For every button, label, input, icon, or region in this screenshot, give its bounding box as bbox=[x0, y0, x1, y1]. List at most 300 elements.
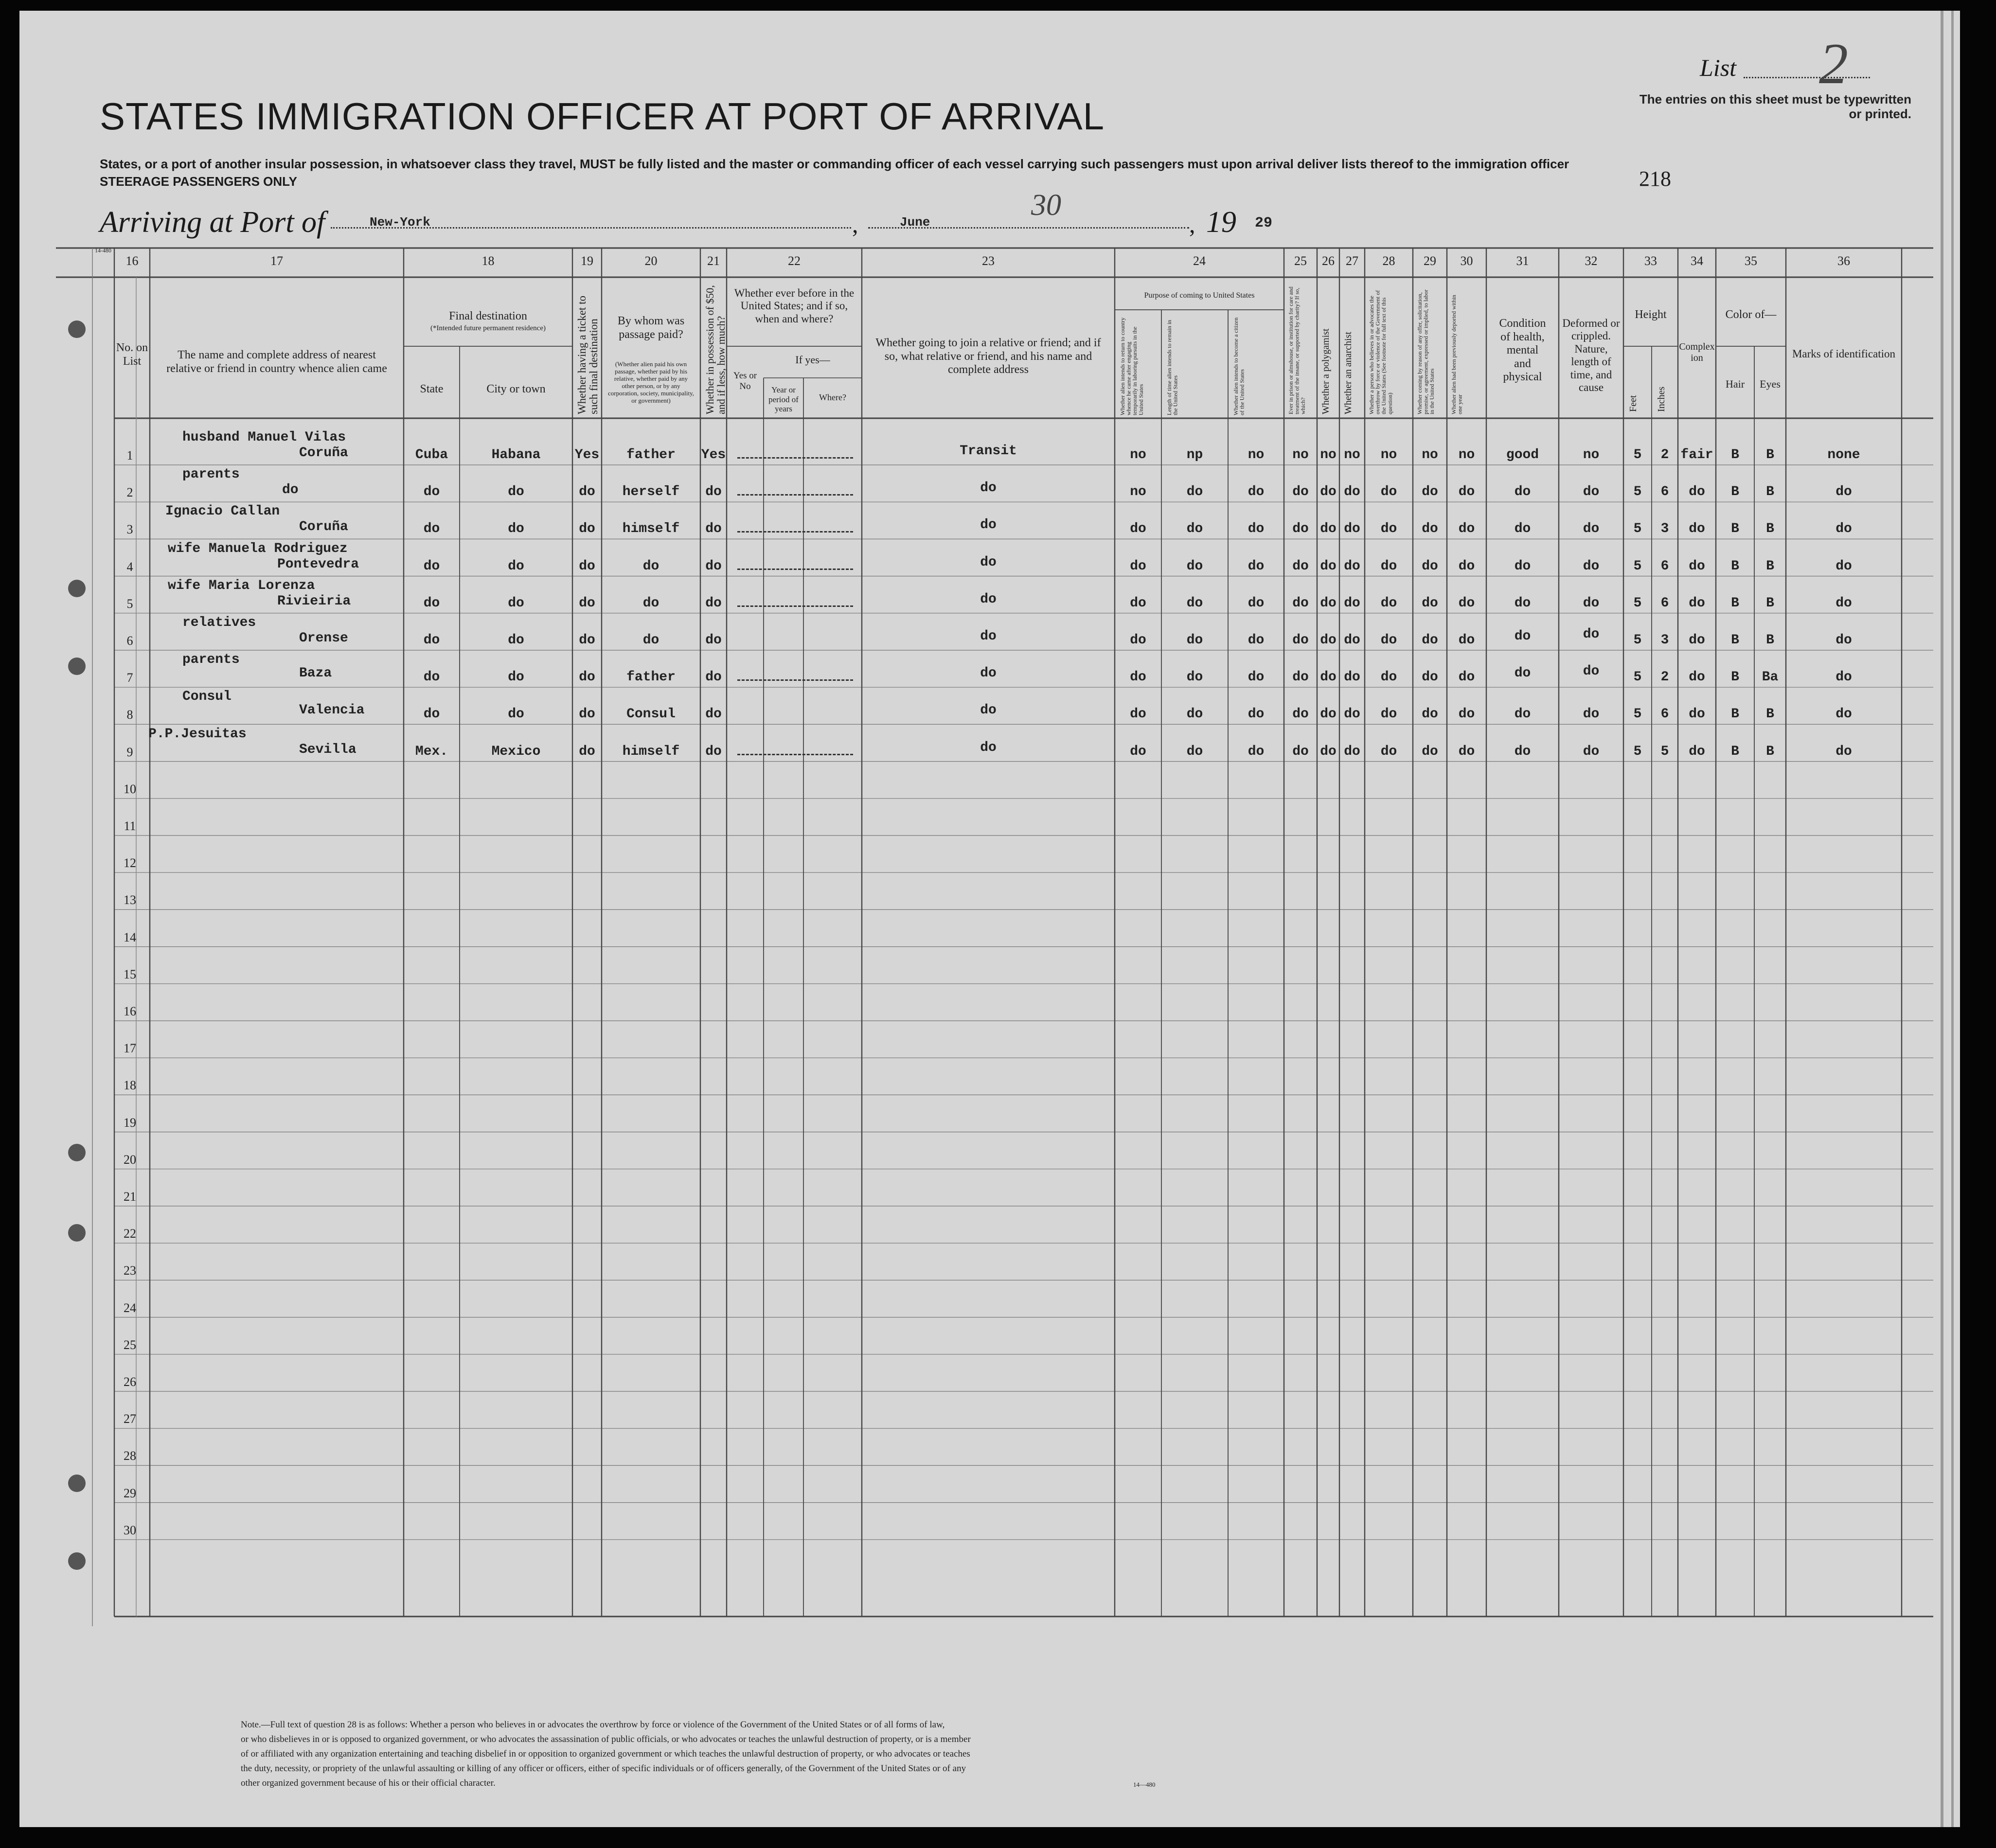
dash-line bbox=[737, 679, 853, 681]
destination-city: Habana bbox=[491, 447, 541, 462]
passage-paid-cell: do bbox=[642, 633, 659, 648]
day: 30 bbox=[1031, 189, 1061, 222]
header-final-destination-note: (*Intended future permanent residence) bbox=[430, 324, 546, 332]
header-purpose: Purpose of coming to United States bbox=[1144, 291, 1255, 300]
dash-line bbox=[737, 569, 853, 570]
complexion-cell: do bbox=[1689, 484, 1705, 500]
header-money: Whether in possession of $50, and if less, how much? bbox=[704, 285, 728, 414]
row-number: 4 bbox=[126, 559, 133, 574]
inches-cell: 2 bbox=[1660, 447, 1669, 462]
dash-line bbox=[737, 605, 853, 607]
prison-cell: do bbox=[1292, 707, 1309, 722]
row-number: 11 bbox=[124, 819, 136, 833]
eyes-cell: B bbox=[1766, 484, 1774, 500]
relative-name: relatives bbox=[182, 615, 256, 630]
labor-offer-cell: do bbox=[1422, 707, 1438, 722]
inches-cell: 6 bbox=[1660, 484, 1669, 500]
ticket-cell: do bbox=[579, 744, 595, 759]
column-number-32: 32 bbox=[1585, 254, 1598, 268]
hair-cell: B bbox=[1731, 447, 1739, 462]
purpose-length-cell: do bbox=[1186, 707, 1203, 722]
deformed-cell: do bbox=[1583, 627, 1600, 642]
destination-state: do bbox=[423, 670, 440, 685]
deported-cell: do bbox=[1458, 633, 1475, 648]
header-inches: Inches bbox=[1656, 386, 1667, 412]
header-no-on-list: No. on List bbox=[116, 341, 148, 368]
ticket-cell: do bbox=[579, 633, 595, 648]
purpose-length-cell: do bbox=[1186, 744, 1203, 759]
destination-state: do bbox=[423, 633, 440, 648]
ticket-cell: do bbox=[579, 670, 595, 685]
prison-cell: do bbox=[1292, 521, 1309, 537]
hair-cell: B bbox=[1731, 558, 1739, 574]
footnote-line: other organized government because of his or their official character. bbox=[241, 1778, 496, 1788]
relative-place: Orense bbox=[299, 631, 348, 646]
eyes-cell: Ba bbox=[1762, 670, 1779, 685]
relative-place: Coruña bbox=[299, 519, 348, 535]
polygamist-cell: no bbox=[1320, 447, 1337, 462]
header-height: Height bbox=[1635, 308, 1667, 321]
passage-paid-cell: himself bbox=[622, 744, 680, 759]
purpose-citizen-cell: do bbox=[1248, 670, 1265, 685]
joining-cell: Transit bbox=[960, 444, 1017, 459]
purpose-length-cell: do bbox=[1186, 595, 1203, 611]
row-number: 22 bbox=[124, 1226, 136, 1241]
footnote-code: 14—480 bbox=[1133, 1781, 1156, 1788]
footnote-line: Note.—Full text of question 28 is as follows: Whether a person who believes in or advocates the overthrow by force or violence of the Government of the United States or of all forms of law, bbox=[241, 1720, 945, 1730]
anarchist-cell: do bbox=[1344, 707, 1360, 722]
destination-city: do bbox=[508, 558, 524, 574]
inches-cell: 2 bbox=[1660, 670, 1669, 685]
column-number-36: 36 bbox=[1837, 254, 1850, 268]
footnote-line: or who disbelieves in or is opposed to organized government, or who advocates the assassination of public officials, or who advocates or teaches the unlawful destruction of property, or is a member bbox=[241, 1734, 971, 1744]
eyes-cell: B bbox=[1766, 447, 1774, 462]
purpose-return-cell: do bbox=[1130, 558, 1146, 574]
health-cell: do bbox=[1514, 707, 1531, 722]
deformed-cell: do bbox=[1583, 558, 1600, 574]
deformed-cell: do bbox=[1583, 707, 1600, 722]
column-number-22: 22 bbox=[788, 254, 801, 268]
column-number-27: 27 bbox=[1346, 254, 1358, 268]
destination-city: do bbox=[508, 595, 524, 611]
row-number: 3 bbox=[126, 522, 133, 537]
row-number: 12 bbox=[124, 856, 136, 871]
prison-cell: do bbox=[1292, 484, 1309, 500]
deported-cell: do bbox=[1458, 521, 1475, 537]
joining-cell: do bbox=[980, 703, 997, 718]
passage-paid-cell: do bbox=[642, 558, 659, 574]
eyes-cell: B bbox=[1766, 521, 1774, 537]
hair-cell: B bbox=[1731, 670, 1739, 685]
ticket-cell: do bbox=[579, 521, 595, 537]
row-number: 13 bbox=[124, 893, 136, 907]
hair-cell: B bbox=[1731, 484, 1739, 500]
deported-cell: do bbox=[1458, 670, 1475, 685]
health-cell: do bbox=[1514, 558, 1531, 574]
polygamist-cell: do bbox=[1320, 484, 1337, 500]
hair-cell: B bbox=[1731, 633, 1739, 648]
manifest-page bbox=[19, 11, 1960, 1827]
labor-offer-cell: do bbox=[1422, 484, 1438, 500]
complexion-cell: do bbox=[1689, 744, 1705, 759]
hair-cell: B bbox=[1731, 521, 1739, 537]
overthrow-cell: no bbox=[1380, 447, 1397, 462]
ticket-cell: do bbox=[579, 595, 595, 611]
header-city: City or town bbox=[486, 383, 546, 395]
deported-cell: do bbox=[1458, 595, 1475, 611]
polygamist-cell: do bbox=[1320, 670, 1337, 685]
deformed-cell: no bbox=[1583, 447, 1600, 462]
column-number-33: 33 bbox=[1644, 254, 1657, 268]
marks-cell: do bbox=[1836, 558, 1852, 574]
row-number: 6 bbox=[126, 634, 133, 648]
row-number: 20 bbox=[124, 1152, 136, 1167]
purpose-citizen-cell: do bbox=[1248, 707, 1265, 722]
anarchist-cell: do bbox=[1344, 744, 1360, 759]
purpose-length-cell: do bbox=[1186, 633, 1203, 648]
relative-name: parents bbox=[182, 652, 240, 668]
marks-cell: none bbox=[1827, 447, 1860, 462]
deported-cell: do bbox=[1458, 744, 1475, 759]
row-number: 23 bbox=[124, 1263, 136, 1278]
header-joining: Whether going to join a relative or friend; and if so, what relative or friend, and his name and complete address bbox=[875, 337, 1101, 376]
relative-name: Consul bbox=[182, 689, 232, 705]
typed-note: The entries on this sheet must be typewritten or printed. bbox=[1639, 92, 1911, 121]
complexion-cell: do bbox=[1689, 633, 1705, 648]
row-number: 27 bbox=[124, 1412, 136, 1426]
marks-cell: do bbox=[1836, 521, 1852, 537]
row-number: 17 bbox=[124, 1041, 136, 1056]
money-cell: do bbox=[705, 558, 722, 574]
header-color: Color of— bbox=[1725, 308, 1777, 321]
eyes-cell: B bbox=[1766, 633, 1774, 648]
relative-place: Pontevedra bbox=[277, 556, 359, 572]
arriving-label: Arriving at Port of bbox=[100, 206, 325, 239]
marks-cell: do bbox=[1836, 744, 1852, 759]
feet-cell: 5 bbox=[1633, 744, 1642, 759]
joining-cell: do bbox=[980, 740, 997, 755]
destination-city: do bbox=[508, 484, 524, 500]
joining-cell: do bbox=[980, 480, 997, 496]
anarchist-cell: do bbox=[1344, 484, 1360, 500]
overthrow-cell: do bbox=[1380, 484, 1397, 500]
destination-city: do bbox=[508, 670, 524, 685]
header-prison: Ever in prison or almshouse, or institution for care and treatment of the insane, or supported by charity? If so, which? bbox=[1287, 286, 1307, 414]
row-number: 2 bbox=[126, 485, 133, 500]
money-cell: do bbox=[705, 521, 722, 537]
inches-cell: 5 bbox=[1660, 744, 1669, 759]
dash-line bbox=[737, 494, 853, 496]
deported-cell: do bbox=[1458, 558, 1475, 574]
relative-name: Ignacio Callan bbox=[165, 504, 280, 519]
hair-cell: B bbox=[1731, 707, 1739, 722]
relative-place: Rivieiria bbox=[277, 593, 351, 609]
prison-cell: do bbox=[1292, 595, 1309, 611]
money-cell: do bbox=[705, 633, 722, 648]
marks-cell: do bbox=[1836, 670, 1852, 685]
relative-place: Baza bbox=[299, 666, 332, 681]
column-number-25: 25 bbox=[1294, 254, 1307, 268]
purpose-return-cell: no bbox=[1130, 447, 1146, 462]
destination-state: Mex. bbox=[415, 744, 448, 759]
passage-paid-cell: do bbox=[642, 595, 659, 611]
anarchist-cell: no bbox=[1344, 447, 1360, 462]
row-number: 8 bbox=[126, 708, 133, 722]
anarchist-cell: do bbox=[1344, 558, 1360, 574]
header-if-yes: If yes— bbox=[795, 354, 830, 366]
destination-state: Cuba bbox=[415, 447, 448, 462]
row-number: 1 bbox=[126, 448, 133, 462]
deported-cell: do bbox=[1458, 707, 1475, 722]
destination-city: Mexico bbox=[491, 744, 541, 759]
inches-cell: 3 bbox=[1660, 521, 1669, 537]
row-number: 18 bbox=[124, 1078, 136, 1093]
row-number: 30 bbox=[124, 1523, 136, 1537]
column-number-16: 16 bbox=[125, 254, 139, 268]
column-number-35: 35 bbox=[1745, 254, 1757, 268]
overthrow-cell: do bbox=[1380, 595, 1397, 611]
health-cell: do bbox=[1514, 521, 1531, 537]
health-cell: do bbox=[1514, 595, 1531, 611]
column-number-20: 20 bbox=[644, 254, 658, 268]
footnote-line: the duty, necessity, or propriety of the unlawful assaulting or killing of any officer or officers, either of specific individuals or of officers generally, of the Government of the United States or of any bbox=[241, 1763, 966, 1774]
passage-paid-cell: father bbox=[626, 447, 676, 462]
relative-name: wife Manuela Rodriguez bbox=[168, 541, 348, 556]
passage-paid-cell: father bbox=[626, 670, 676, 685]
dash-line bbox=[737, 754, 853, 755]
list-number: 2 bbox=[1819, 31, 1848, 96]
feet-cell: 5 bbox=[1633, 484, 1642, 500]
month: June bbox=[900, 215, 930, 230]
purpose-length-cell: do bbox=[1186, 484, 1203, 500]
page-title: STATES IMMIGRATION OFFICER AT PORT OF ARRIVAL bbox=[100, 95, 1105, 138]
hair-cell: B bbox=[1731, 595, 1739, 611]
header-anarchist: Whether an anarchist bbox=[1343, 332, 1354, 414]
relative-place: Valencia bbox=[299, 703, 365, 718]
column-number-29: 29 bbox=[1424, 254, 1436, 268]
header-passage-paid: By whom was passage paid? bbox=[617, 315, 685, 341]
purpose-citizen-cell: do bbox=[1248, 558, 1265, 574]
purpose-citizen-cell: do bbox=[1248, 521, 1265, 537]
header-purpose-length: Length of time alien intends to remain in the United States bbox=[1166, 320, 1179, 415]
purpose-return-cell: no bbox=[1130, 484, 1146, 500]
relative-place: Coruña bbox=[299, 445, 348, 461]
complexion-cell: do bbox=[1689, 707, 1705, 722]
joining-cell: do bbox=[980, 554, 997, 570]
overthrow-cell: do bbox=[1380, 670, 1397, 685]
deformed-cell: do bbox=[1583, 484, 1600, 500]
column-number-34: 34 bbox=[1691, 254, 1703, 268]
footnote-line: of or affiliated with any organization entertaining and teaching disbelief in or opposition to organized government or which teaches the unlawful destruction of property, or who advocates or teaches bbox=[241, 1749, 970, 1759]
header-hair: Hair bbox=[1725, 378, 1745, 390]
labor-offer-cell: do bbox=[1422, 558, 1438, 574]
joining-cell: do bbox=[980, 629, 997, 644]
dash-line bbox=[737, 457, 853, 459]
header-state: State bbox=[420, 383, 444, 395]
column-number-18: 18 bbox=[481, 254, 495, 268]
header-marks: Marks of identification bbox=[1792, 348, 1896, 360]
row-number: 9 bbox=[126, 745, 133, 759]
deformed-cell: do bbox=[1583, 595, 1600, 611]
column-number-21: 21 bbox=[707, 254, 720, 268]
row-number: 19 bbox=[124, 1115, 136, 1130]
header-passage-paid-note: (Whether alien paid his own passage, whether paid by his relative, whether paid by any other person, or by any corporation, society, municipality, or government) bbox=[607, 360, 695, 404]
eyes-cell: B bbox=[1766, 558, 1774, 574]
header-purpose-citizen: Whether alien intends to become a citizen of the United States bbox=[1232, 317, 1246, 415]
header-deformed: Deformed or crippled. Nature, length of time, and cause bbox=[1562, 317, 1620, 394]
labor-offer-cell: no bbox=[1422, 447, 1438, 462]
header-yes-no: Yes or No bbox=[733, 371, 757, 391]
ticket-cell: do bbox=[579, 707, 595, 722]
feet-cell: 5 bbox=[1633, 558, 1642, 574]
column-number-30: 30 bbox=[1460, 254, 1473, 268]
prison-cell: do bbox=[1292, 633, 1309, 648]
money-cell: Yes bbox=[701, 447, 726, 462]
deformed-cell: do bbox=[1583, 744, 1600, 759]
deported-cell: do bbox=[1458, 484, 1475, 500]
header-subtitle: States, or a port of another insular possession, in whatsoever class they travel, MUST be fully listed and the master or commanding officer of each vessel carrying such passengers must upon arrival deliver lists thereof to the immigration officer bbox=[100, 157, 1569, 171]
header-ticket: Whether having a ticket to such final destination bbox=[576, 296, 600, 414]
eyes-cell: B bbox=[1766, 744, 1774, 759]
health-cell: do bbox=[1514, 629, 1531, 644]
polygamist-cell: do bbox=[1320, 595, 1337, 611]
purpose-return-cell: do bbox=[1130, 744, 1146, 759]
ticket-cell: do bbox=[579, 558, 595, 574]
header-eyes: Eyes bbox=[1760, 378, 1781, 390]
labor-offer-cell: do bbox=[1422, 744, 1438, 759]
column-number-28: 28 bbox=[1382, 254, 1395, 268]
purpose-return-cell: do bbox=[1130, 707, 1146, 722]
purpose-length-cell: np bbox=[1186, 447, 1203, 462]
destination-city: do bbox=[508, 633, 524, 648]
prison-cell: do bbox=[1292, 744, 1309, 759]
comma: , bbox=[1189, 211, 1195, 238]
health-cell: do bbox=[1514, 484, 1531, 500]
polygamist-cell: do bbox=[1320, 521, 1337, 537]
complexion-cell: do bbox=[1689, 670, 1705, 685]
list-label: List bbox=[1700, 54, 1737, 81]
row-number: 15 bbox=[124, 967, 136, 981]
relative-name: wife Maria Lorenza bbox=[168, 578, 315, 593]
destination-state: do bbox=[423, 521, 440, 537]
row-number: 10 bbox=[124, 782, 136, 796]
deformed-cell: do bbox=[1583, 664, 1600, 679]
purpose-length-cell: do bbox=[1186, 558, 1203, 574]
marks-cell: do bbox=[1836, 707, 1852, 722]
labor-offer-cell: do bbox=[1422, 595, 1438, 611]
header-final-destination: Final destination bbox=[449, 310, 527, 322]
ticket-cell: do bbox=[579, 484, 595, 500]
complexion-cell: do bbox=[1689, 558, 1705, 574]
column-number-31: 31 bbox=[1516, 254, 1529, 268]
health-cell: good bbox=[1506, 447, 1539, 462]
relative-name: P.P.Jesuitas bbox=[148, 726, 247, 742]
polygamist-cell: do bbox=[1320, 633, 1337, 648]
row-number: 21 bbox=[124, 1190, 136, 1204]
ticket-cell: Yes bbox=[574, 447, 600, 462]
header-complexion: Complexion bbox=[1679, 341, 1715, 363]
joining-cell: do bbox=[980, 591, 997, 607]
passenger-class: STEERAGE PASSENGERS ONLY bbox=[100, 174, 297, 189]
labor-offer-cell: do bbox=[1422, 521, 1438, 537]
complexion-cell: fair bbox=[1680, 447, 1713, 462]
joining-cell: do bbox=[980, 517, 997, 533]
purpose-citizen-cell: no bbox=[1248, 447, 1265, 462]
purpose-length-cell: do bbox=[1186, 521, 1203, 537]
inches-cell: 3 bbox=[1660, 633, 1669, 648]
purpose-return-cell: do bbox=[1130, 633, 1146, 648]
destination-city: do bbox=[508, 521, 524, 537]
passage-paid-cell: Consul bbox=[626, 707, 676, 722]
header-before-in-us: Whether ever before in the United States; and if so, when and where? bbox=[734, 287, 855, 325]
column-number-23: 23 bbox=[982, 254, 995, 268]
money-cell: do bbox=[705, 595, 722, 611]
row-number: 26 bbox=[124, 1375, 136, 1389]
purpose-return-cell: do bbox=[1130, 595, 1146, 611]
header-health: Condition of health, mental and physical bbox=[1499, 317, 1546, 384]
header-where: Where? bbox=[819, 392, 846, 402]
complexion-cell: do bbox=[1689, 521, 1705, 537]
inches-cell: 6 bbox=[1660, 558, 1669, 574]
prison-cell: do bbox=[1292, 670, 1309, 685]
purpose-length-cell: do bbox=[1186, 670, 1203, 685]
prison-cell: no bbox=[1292, 447, 1309, 462]
destination-state: do bbox=[423, 558, 440, 574]
money-cell: do bbox=[705, 484, 722, 500]
header-deported: Whether alien had been previously deported within one year bbox=[1450, 295, 1463, 414]
port-name: New-York bbox=[370, 215, 430, 230]
overthrow-cell: do bbox=[1380, 707, 1397, 722]
hair-cell: B bbox=[1731, 744, 1739, 759]
year-prefix: 19 bbox=[1206, 206, 1236, 239]
header-labor-offer: Whether coming by reason of any offer, solicitation, promise, or agreement, expressed or implied, to labor in the United States bbox=[1416, 289, 1436, 414]
feet-cell: 5 bbox=[1633, 595, 1642, 611]
header-overthrow: Whether a person who believes in or advocates the overthrow by force or violence of the Government of the United States (See footnote for full text of this question) bbox=[1368, 290, 1393, 414]
feet-cell: 5 bbox=[1633, 521, 1642, 537]
purpose-return-cell: do bbox=[1130, 521, 1146, 537]
purpose-return-cell: do bbox=[1130, 670, 1146, 685]
comma: , bbox=[852, 211, 858, 238]
anarchist-cell: do bbox=[1344, 670, 1360, 685]
inches-cell: 6 bbox=[1660, 595, 1669, 611]
marks-cell: do bbox=[1836, 633, 1852, 648]
column-number-24: 24 bbox=[1193, 254, 1206, 268]
row-number: 7 bbox=[126, 671, 133, 685]
purpose-citizen-cell: do bbox=[1248, 484, 1265, 500]
row-number: 25 bbox=[124, 1337, 136, 1352]
relative-name: husband Manuel Vilas bbox=[182, 430, 346, 445]
header-polygamist: Whether a polygamist bbox=[1320, 328, 1331, 414]
relative-place: Sevilla bbox=[299, 742, 356, 757]
form-code: 14-480 bbox=[95, 247, 111, 254]
anarchist-cell: do bbox=[1344, 633, 1360, 648]
health-cell: do bbox=[1514, 666, 1531, 681]
destination-state: do bbox=[423, 595, 440, 611]
complexion-cell: do bbox=[1689, 595, 1705, 611]
purpose-citizen-cell: do bbox=[1248, 595, 1265, 611]
header-period: Year or period of years bbox=[768, 385, 799, 414]
destination-state: do bbox=[423, 484, 440, 500]
year-suffix: 29 bbox=[1255, 215, 1273, 231]
column-number-19: 19 bbox=[581, 254, 593, 268]
row-number: 14 bbox=[124, 930, 136, 944]
overthrow-cell: do bbox=[1380, 558, 1397, 574]
anarchist-cell: do bbox=[1344, 521, 1360, 537]
row-number: 28 bbox=[124, 1449, 136, 1463]
manifest-grid bbox=[19, 11, 1960, 1827]
overthrow-cell: do bbox=[1380, 744, 1397, 759]
header-nearest-relative: The name and complete address of nearest relative or friend in country whence alien came bbox=[166, 349, 387, 375]
